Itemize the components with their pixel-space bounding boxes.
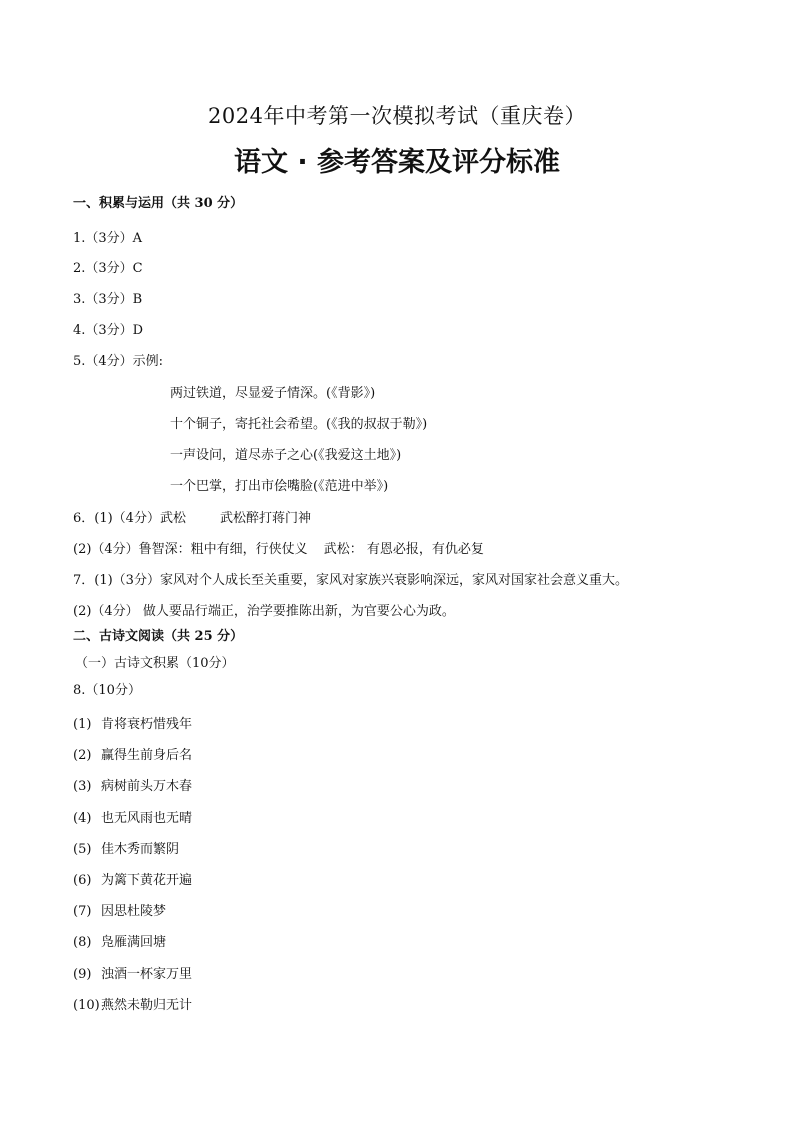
- q6-1-answer-a: 6．(1)（4分）武松: [73, 511, 186, 526]
- subsection-heading: （一）古诗文积累（10分）: [75, 656, 235, 671]
- q5-example-4: 一个巴掌，打出市侩嘴脸(《范进中举》): [170, 479, 389, 494]
- answer-q7-1: 7．(1)（3分）家风对个人成长至关重要，家风对家族兴衰影响深远，家风对国家社会意义重大。: [73, 573, 628, 588]
- exam-title: 2024年中考第一次模拟考试（重庆卷）: [208, 104, 586, 128]
- q6-2-answer-a: (2)（4分）鲁智深：粗中有细，行侠仗义: [73, 542, 308, 557]
- answer-q1: 1.（3分）A: [73, 231, 143, 246]
- answer-q8: 8.（10分）: [73, 683, 141, 698]
- q8-item: (5) 佳木秀而繁阴: [73, 842, 180, 857]
- q8-item: (8) 凫雁满回塘: [73, 935, 167, 950]
- answer-q4: 4.（3分）D: [73, 323, 144, 338]
- q5-example-3: 一声设问，道尽赤子之心(《我爱这土地》): [170, 448, 402, 463]
- q8-item: (9) 浊酒一杯家万里: [73, 967, 193, 982]
- q8-item: (6) 为篱下黄花开遍: [73, 873, 193, 888]
- q8-item: (7) 因思杜陵梦: [73, 904, 167, 919]
- answer-q3: 3.（3分）B: [73, 292, 143, 307]
- answer-q6-2: [73, 542, 484, 558]
- q8-item: (4) 也无风雨也无晴: [73, 811, 193, 826]
- q8-item: (2) 赢得生前身后名: [73, 748, 193, 763]
- page-title: 语文 · 参考答案及评分标准: [233, 147, 561, 178]
- q5-example-2: 十个铜子，寄托社会希望。(《我的叔叔于勒》): [170, 417, 428, 432]
- q5-example-1: 两过铁道，尽显爱子情深。(《背影》): [170, 386, 376, 401]
- answer-q2: 2.（3分）C: [73, 261, 143, 276]
- section-2-heading: 二、古诗文阅读（共 25 分）: [73, 629, 244, 644]
- answer-q6-1: [73, 511, 311, 527]
- q8-item: (10)燕然未勒归无计: [73, 998, 193, 1013]
- answer-q7-2: (2)（4分） 做人要品行端正，治学要推陈出新，为官要公心为政。: [73, 604, 455, 619]
- q8-item: (3) 病树前头万木春: [73, 779, 193, 794]
- q8-item: (1) 肯将衰朽惜残年: [73, 717, 193, 732]
- answer-q5: 5.（4分）示例:: [73, 354, 164, 369]
- q6-2-answer-b: 武松： 有恩必报，有仇必复: [323, 542, 484, 557]
- section-1-heading: 一、积累与运用（共 30 分）: [73, 196, 244, 211]
- q6-1-answer-b: 武松醉打蒋门神: [219, 511, 311, 526]
